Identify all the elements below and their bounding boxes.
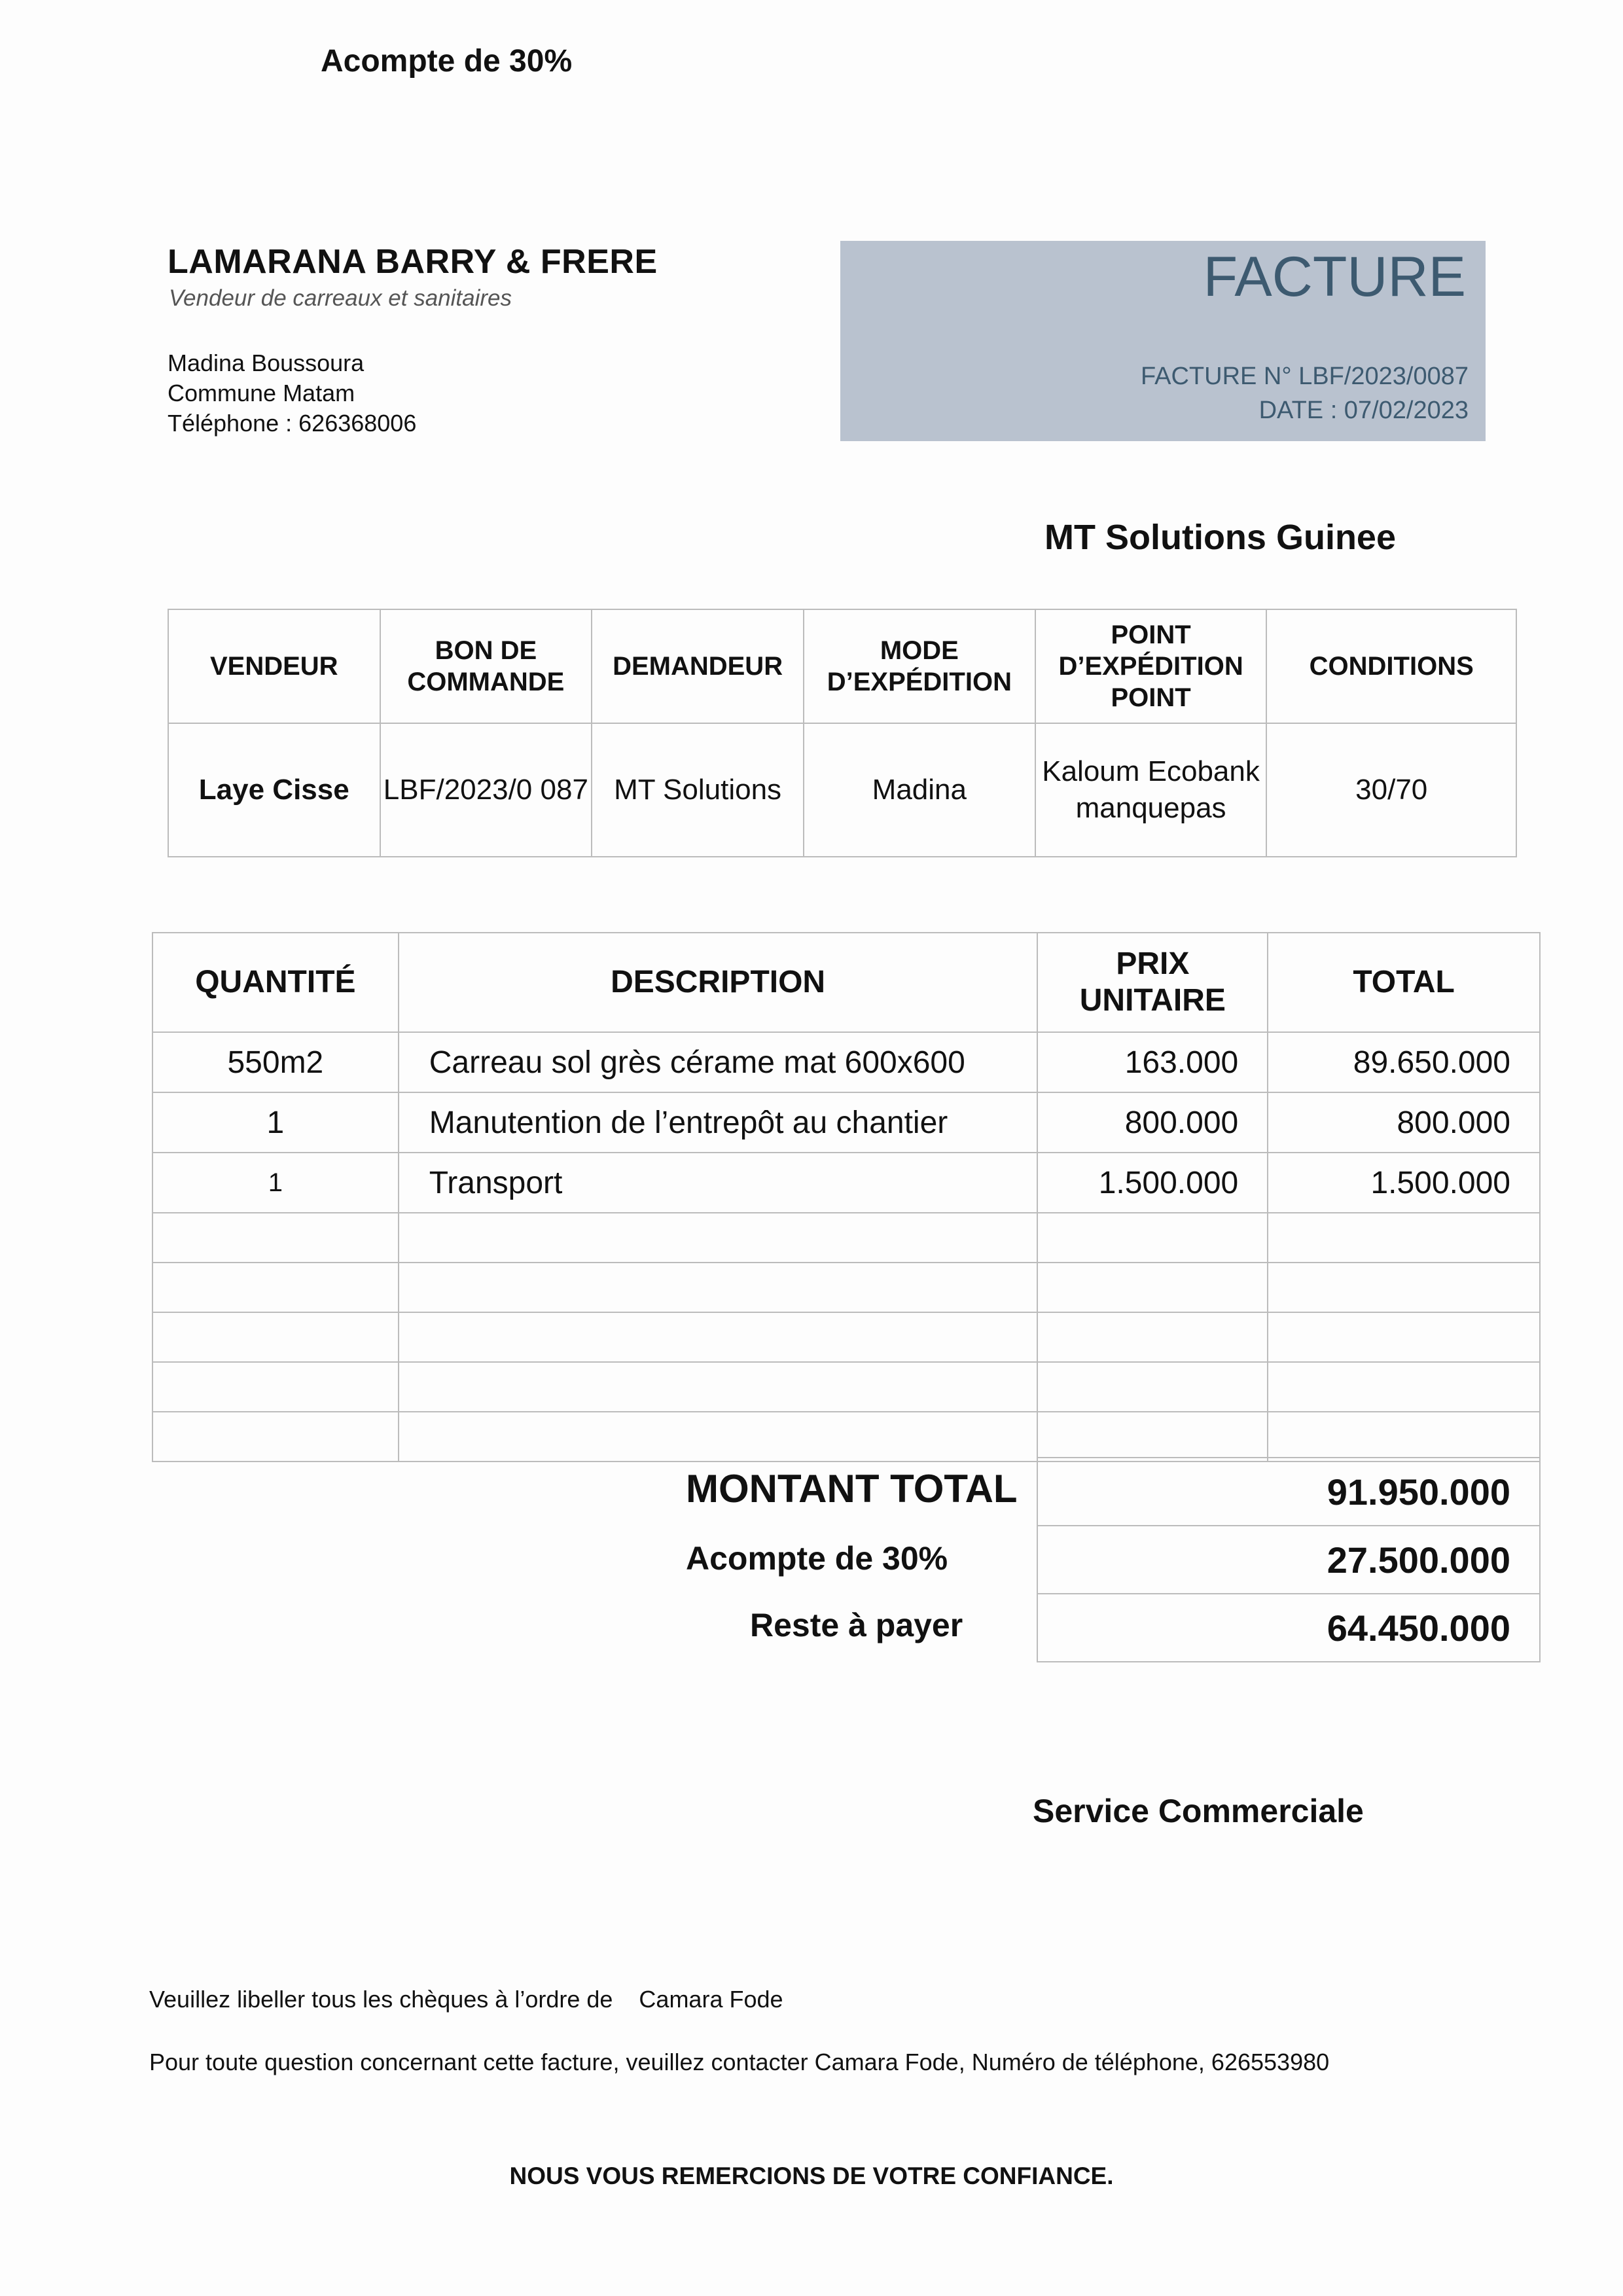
empty-cell xyxy=(1268,1213,1540,1263)
invoice-header-box xyxy=(840,241,1486,441)
address-line: Madina Boussoura xyxy=(168,350,365,376)
cell-unit-price: 1.500.000 xyxy=(1037,1153,1268,1213)
table-row xyxy=(152,1032,1540,1092)
empty-cell xyxy=(399,1213,1038,1263)
cell-qty: 1 xyxy=(152,1153,399,1213)
cell-total: 1.500.000 xyxy=(1268,1153,1540,1213)
cell-description: Carreau sol grès cérame mat 600x600 xyxy=(399,1032,1038,1092)
cell-vendeur: Laye Cisse xyxy=(168,723,380,857)
empty-cell xyxy=(1268,1312,1540,1362)
invoice-title: FACTURE xyxy=(1203,245,1466,308)
cell-description: Transport xyxy=(399,1153,1038,1213)
total-value: 91.950.000 xyxy=(1037,1458,1540,1526)
empty-cell xyxy=(399,1312,1038,1362)
cell-total: 89.650.000 xyxy=(1268,1032,1540,1092)
balance-value: 64.450.000 xyxy=(1037,1594,1540,1662)
service-signature: Service Commerciale xyxy=(1033,1793,1364,1829)
company-tagline: Vendeur de carreaux et sanitaires xyxy=(169,285,512,311)
phone-line: Téléphone : 626368006 xyxy=(168,410,417,437)
table-row xyxy=(168,723,1516,857)
empty-row xyxy=(152,1213,1540,1263)
empty-cell xyxy=(1037,1213,1268,1263)
empty-cell xyxy=(1268,1263,1540,1312)
thanks-message: NOUS VOUS REMERCIONS DE VOTRE CONFIANCE. xyxy=(509,2162,1114,2189)
header-quantite: QUANTITÉ xyxy=(152,933,399,1032)
invoice-date: DATE : 07/02/2023 xyxy=(1258,397,1469,424)
table-header-row xyxy=(168,609,1516,723)
total-row xyxy=(1037,1458,1540,1526)
deposit-value: 27.500.000 xyxy=(1037,1526,1540,1594)
company-address xyxy=(168,348,416,439)
header-point-expedition: POINT D’EXPÉDITION POINT xyxy=(1035,609,1267,723)
header-vendeur: VENDEUR xyxy=(168,609,380,723)
empty-cell xyxy=(1037,1312,1268,1362)
empty-cell xyxy=(1268,1412,1540,1462)
cell-qty: 1 xyxy=(152,1092,399,1153)
empty-cell xyxy=(399,1362,1038,1412)
table-header-row xyxy=(152,933,1540,1032)
empty-cell xyxy=(1268,1362,1540,1412)
cell-description: Manutention de l’entrepôt au chantier xyxy=(399,1092,1038,1153)
cell-total: 800.000 xyxy=(1268,1092,1540,1153)
balance-row xyxy=(1037,1594,1540,1662)
contact-instruction: Pour toute question concernant cette facture, veuillez contacter Camara Fode, Numéro de téléphone, 626553980 xyxy=(149,2049,1330,2075)
header-demandeur: DEMANDEUR xyxy=(592,609,804,723)
empty-cell xyxy=(399,1263,1038,1312)
empty-row xyxy=(152,1263,1540,1312)
empty-cell xyxy=(152,1312,399,1362)
empty-row xyxy=(152,1312,1540,1362)
cell-mode-expedition: Madina xyxy=(804,723,1035,857)
cell-conditions: 30/70 xyxy=(1266,723,1516,857)
cheque-instruction: Veuillez libeller tous les chèques à l’ordre de Camara Fode xyxy=(149,1986,783,2013)
items-table xyxy=(152,932,1541,1462)
cell-unit-price: 800.000 xyxy=(1037,1092,1268,1153)
deposit-row xyxy=(1037,1526,1540,1594)
company-name: LAMARANA BARRY & FRERE xyxy=(168,243,658,281)
total-label: MONTANT TOTAL xyxy=(686,1467,1018,1511)
empty-cell xyxy=(399,1412,1038,1462)
address-line: Commune Matam xyxy=(168,380,355,406)
header-mode-expedition: MODE D’EXPÉDITION xyxy=(804,609,1035,723)
empty-row xyxy=(152,1412,1540,1462)
invoice-number: FACTURE N° LBF/2023/0087 xyxy=(1141,363,1469,390)
header-bon-de-commande: BON DE COMMANDE xyxy=(380,609,592,723)
deposit-label: Acompte de 30% xyxy=(686,1540,948,1577)
cell-unit-price: 163.000 xyxy=(1037,1032,1268,1092)
empty-cell xyxy=(1037,1263,1268,1312)
header-total: TOTAL xyxy=(1268,933,1540,1032)
empty-cell xyxy=(152,1263,399,1312)
empty-cell xyxy=(152,1412,399,1462)
empty-cell xyxy=(152,1213,399,1263)
table-row xyxy=(152,1153,1540,1213)
table-row xyxy=(152,1092,1540,1153)
client-name: MT Solutions Guinee xyxy=(1044,518,1396,557)
cell-bon-de-commande: LBF/2023/0 087 xyxy=(380,723,592,857)
header-description: DESCRIPTION xyxy=(399,933,1038,1032)
empty-cell xyxy=(1037,1362,1268,1412)
cell-qty: 550m2 xyxy=(152,1032,399,1092)
header-conditions: CONDITIONS xyxy=(1266,609,1516,723)
top-note: Acompte de 30% xyxy=(321,44,573,79)
empty-cell xyxy=(152,1362,399,1412)
cell-point-expedition: Kaloum Ecobank manquepas xyxy=(1035,723,1267,857)
empty-cell xyxy=(1037,1412,1268,1462)
balance-label: Reste à payer xyxy=(750,1607,963,1643)
totals-table xyxy=(1037,1457,1541,1662)
empty-row xyxy=(152,1362,1540,1412)
order-info-table xyxy=(168,609,1517,857)
cell-demandeur: MT Solutions xyxy=(592,723,804,857)
header-prix-unitaire: PRIX UNITAIRE xyxy=(1037,933,1268,1032)
